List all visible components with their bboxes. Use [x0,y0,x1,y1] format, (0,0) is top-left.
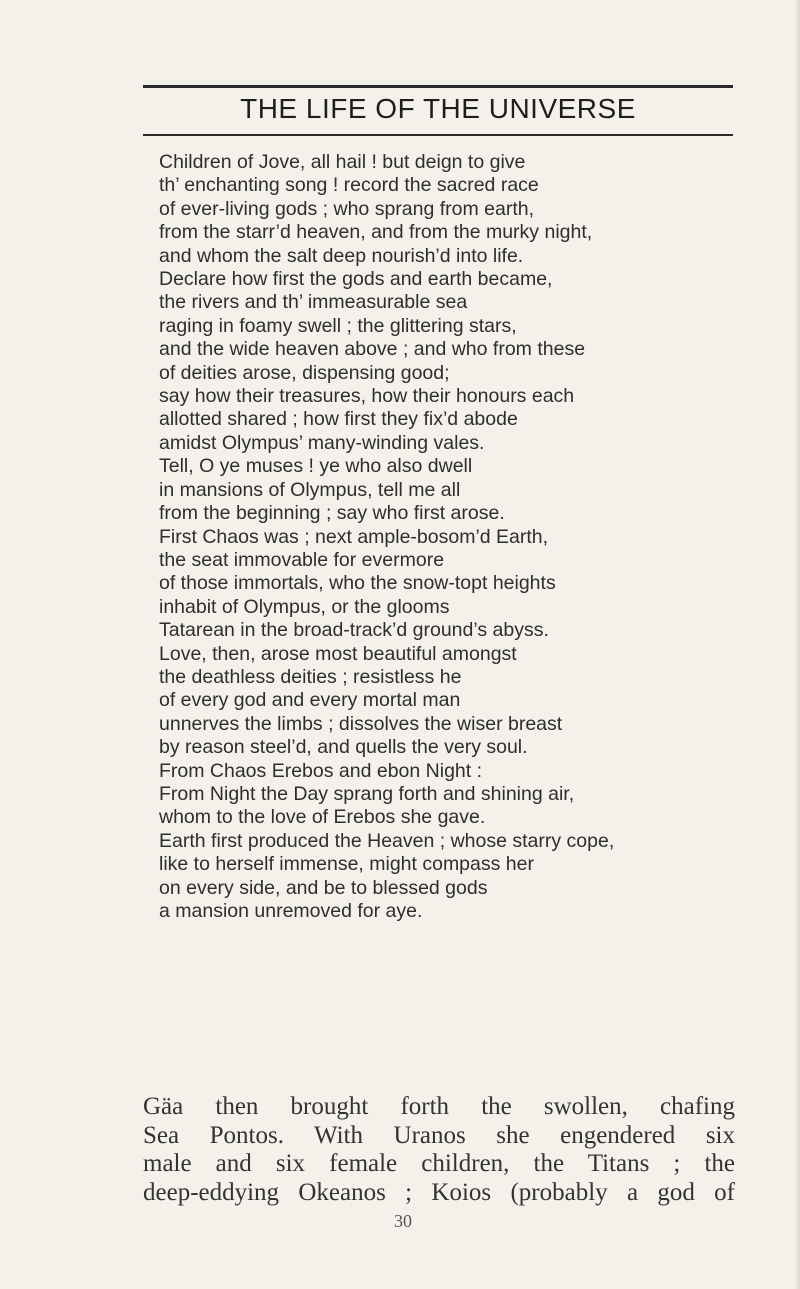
verse-line: raging in foamy swell ; the glittering stars, [159,314,517,337]
verse-line: by reason steel’d, and quells the very soul. [159,736,528,759]
page-edge-shadow [794,0,800,1289]
body-paragraph [143,1093,735,1207]
verse-line: of every god and every mortal man [159,689,461,712]
verse-line: whom to the love of Erebos she gave. [159,806,486,829]
page-number: 30 [394,1211,412,1231]
verse-line: unnerves the limbs ; dissolves the wiser breast [159,712,563,735]
verse-line: of deities arose, dispensing good; [159,361,450,384]
verse-line: from the starr’d heaven, and from the murky night, [159,221,593,244]
prose-line: deep-eddying Okeanos ; Koios (probably a god of [143,1178,735,1206]
verse-line: and whom the salt deep nourish’d into life. [159,244,524,267]
verse-line: Tell, O ye muses ! ye who also dwell [159,455,473,478]
verse-line: on every side, and be to blessed gods [159,876,488,899]
verse-line: amidst Olympus’ many-winding vales. [159,431,485,454]
verse-line: the seat immovable for evermore [159,548,445,571]
verse-quotation [159,151,759,923]
verse-line: allotted shared ; how first they fix’d abode [159,408,518,431]
verse-line: Children of Jove, all hail ! but deign to give [159,151,526,173]
verse-line: the rivers and th’ immeasurable sea [159,291,468,314]
verse-line: a mansion unremoved for aye. [159,900,423,922]
verse-line: Love, then, arose most beautiful amongst [159,642,517,665]
verse-line: inhabit of Olympus, or the glooms [159,595,450,618]
verse-line: Earth first produced the Heaven ; whose starry cope, [159,829,615,852]
running-head: THE LIFE OF THE UNIVERSE [240,93,636,124]
header-rule-bottom [143,134,733,136]
verse-line: and the wide heaven above ; and who from these [159,338,586,361]
verse-line: of those immortals, who the snow-topt heights [159,572,556,595]
prose-line: male and six female children, the Titans ; the [143,1150,735,1177]
verse-line: Tatarean in the broad-track’d ground’s abyss. [159,619,549,642]
prose-line: Gäa then brought forth the swollen, chafing [143,1093,735,1120]
verse-line: From Night the Day sprang forth and shining air, [159,782,575,805]
verse-line: th’ enchanting song ! record the sacred race [159,174,539,197]
verse-line: like to herself immense, might compass her [159,853,534,876]
header-rule-top [143,85,733,88]
verse-line: from the beginning ; say who first arose. [159,502,505,525]
verse-line: in mansions of Olympus, tell me all [159,478,461,501]
prose-line: Sea Pontos. With Uranos she engendered six [143,1121,735,1149]
verse-line: the deathless deities ; resistless he [159,665,462,688]
verse-line: From Chaos Erebos and ebon Night : [159,759,483,782]
verse-line: Declare how first the gods and earth became, [159,268,553,291]
verse-line: of ever-living gods ; who sprang from earth, [159,197,535,220]
verse-line: say how their treasures, how their honours each [159,385,575,408]
verse-line: First Chaos was ; next ample-bosom’d Earth, [159,525,549,548]
